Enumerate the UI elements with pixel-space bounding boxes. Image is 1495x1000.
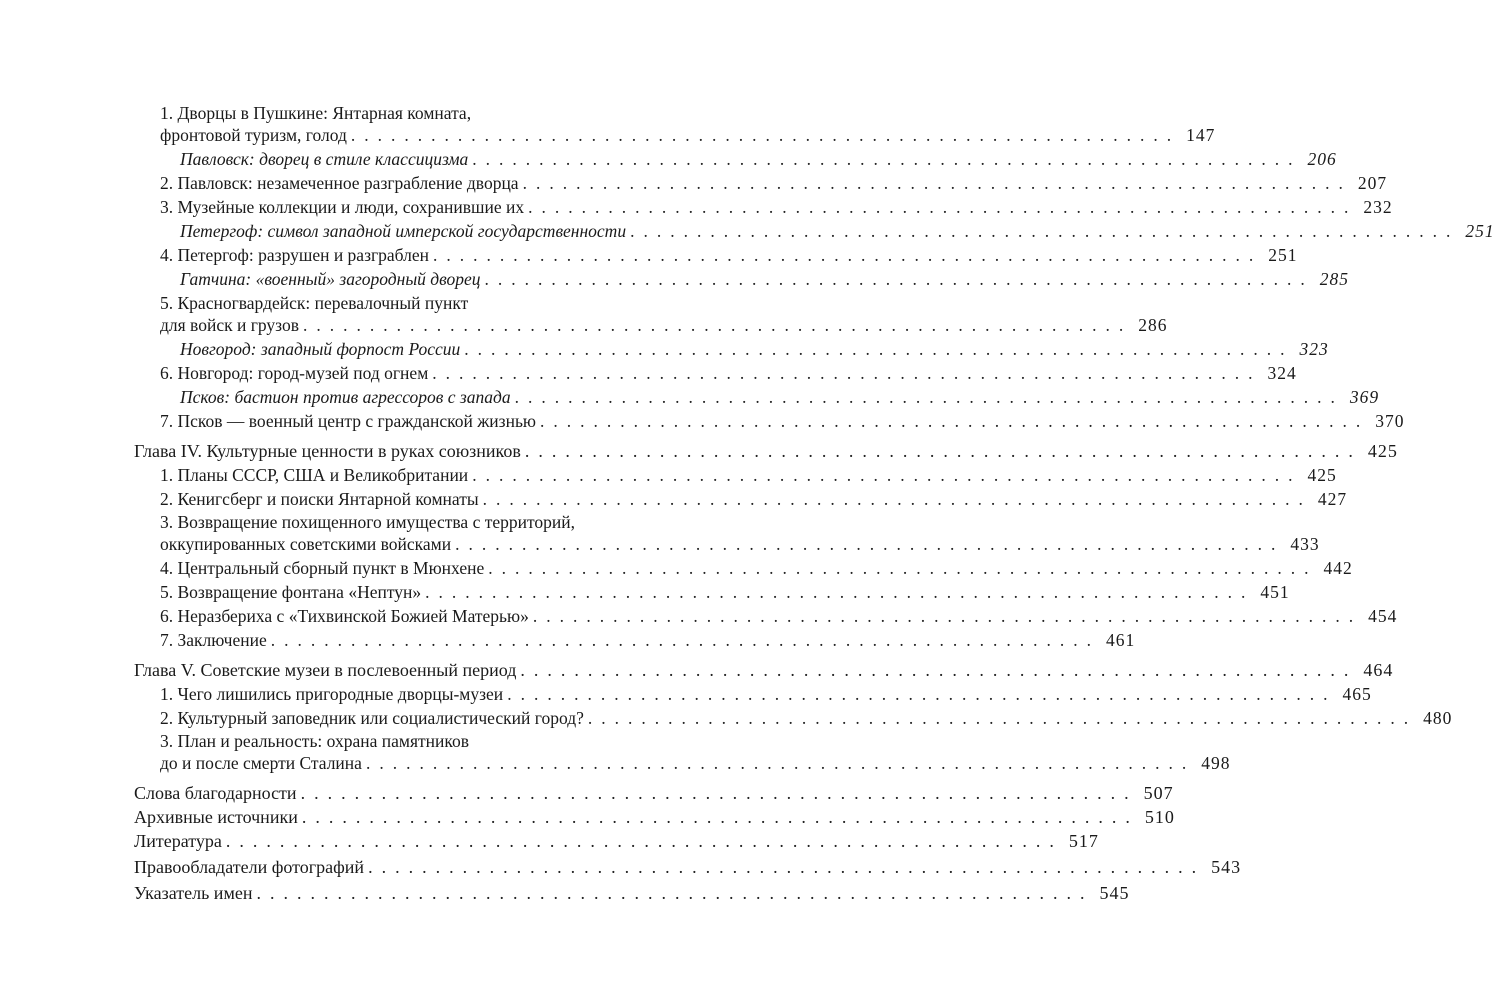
toc-page-number: 232 — [1363, 197, 1393, 217]
toc-entry-title: 2. Культурный заповедник или социалистический город? — [160, 708, 584, 728]
toc-page-number: 251 — [1268, 245, 1298, 265]
toc-page-number: 425 — [1367, 441, 1398, 461]
toc-entry-title: Псков: бастион против агрессоров с запада — [180, 387, 511, 407]
toc-entry-title: Гатчина: «военный» загородный дворец — [180, 269, 481, 289]
dot-leader: .............................................................. — [528, 197, 1358, 217]
dot-leader: .............................................................. — [522, 173, 1352, 193]
toc-page-number: 251 — [1465, 221, 1495, 241]
toc-page-number: 543 — [1211, 857, 1242, 877]
toc-entry-title: 5. Возвращение фонтана «Нептун» — [160, 582, 422, 602]
toc-entry-title-line: 3. План и реальность: охрана памятников — [160, 731, 470, 751]
dot-leader: .............................................................. — [350, 125, 1181, 145]
toc-entry-title-line: 1. Дворцы в Пушкине: Янтарная комната, — [160, 103, 472, 123]
toc-page-number: 465 — [1342, 684, 1372, 704]
toc-entry-title: Новгород: западный форпост России — [180, 339, 461, 359]
toc-entry-title: фронтовой туризм, голод — [160, 125, 347, 145]
toc-entry-title: 3. Музейные коллекции и люди, сохранившие их — [160, 197, 525, 217]
toc-page-number: 207 — [1357, 173, 1388, 193]
dot-leader: .............................................................. — [520, 660, 1358, 680]
toc-entry-title: Правообладатели фотографий — [134, 857, 365, 877]
toc-page-number: 498 — [1201, 753, 1231, 773]
toc-entry-title: 6. Новгород: город-музей под огнем — [160, 363, 429, 383]
dot-leader: .............................................................. — [482, 489, 1312, 509]
toc-page-number: 507 — [1143, 783, 1174, 803]
dot-leader: .............................................................. — [472, 465, 1302, 485]
toc-entry-title-line: 5. Красногвардейск: перевалочный пункт — [160, 293, 469, 313]
toc-page-number: 442 — [1323, 558, 1353, 578]
toc-entry-title: Архивные источники — [134, 807, 298, 827]
toc-entry-title: для войск и грузов — [160, 315, 299, 335]
dot-leader: .............................................................. — [507, 684, 1337, 704]
toc-entry-title: Слова благодарности — [134, 783, 297, 803]
dot-leader: .............................................................. — [524, 441, 1362, 461]
toc-entry-title: Петергоф: символ западной имперской государственности — [180, 221, 627, 241]
toc-entry-title: Указатель имен — [134, 883, 253, 903]
toc-entry-title: до и после смерти Сталина — [160, 753, 362, 773]
dot-leader: .............................................................. — [532, 606, 1363, 626]
toc-page-number: 451 — [1260, 582, 1290, 602]
dot-leader: .............................................................. — [301, 807, 1139, 827]
dot-leader: .............................................................. — [425, 582, 1255, 602]
dot-leader: .............................................................. — [225, 831, 1063, 851]
toc-entry-title: Литература — [134, 831, 222, 851]
toc-page-number: 454 — [1368, 606, 1398, 626]
toc-entry-title: 4. Центральный сборный пункт в Мюнхене — [160, 558, 485, 578]
toc-entry-title: 2. Кенигсберг и поиски Янтарной комнаты — [160, 489, 479, 509]
toc-entry-title: Павловск: дворец в стиле классицизма — [180, 149, 469, 169]
toc-page-number: 324 — [1267, 363, 1297, 383]
toc-entry-title: 1. Планы СССР, США и Великобритании — [160, 465, 469, 485]
toc-entry-title: оккупированных советскими войсками — [160, 534, 452, 554]
toc-entry-title: 6. Неразбериха с «Тихвинской Божией Матерью» — [160, 606, 529, 626]
toc-page-number: 370 — [1375, 411, 1405, 431]
dot-leader: .............................................................. — [270, 630, 1100, 650]
dot-leader: .............................................................. — [432, 363, 1262, 383]
dot-leader: .............................................................. — [368, 857, 1206, 877]
toc-page-number: 425 — [1307, 465, 1337, 485]
toc-page-number: 510 — [1144, 807, 1175, 827]
dot-leader: .............................................................. — [433, 245, 1263, 265]
dot-leader: .............................................................. — [484, 269, 1314, 289]
dot-leader: .............................................................. — [455, 534, 1285, 554]
toc-entry-title-line: 3. Возвращение похищенного имущества с территорий, — [160, 512, 576, 532]
toc-entry-title: 4. Петергоф: разрушен и разграблен — [160, 245, 430, 265]
dot-leader: .............................................................. — [365, 753, 1196, 773]
toc-entry-title: 2. Павловск: незамеченное разграбление дворца — [160, 173, 519, 193]
toc-page-number: 545 — [1099, 883, 1130, 903]
dot-leader: .............................................................. — [464, 339, 1294, 359]
toc-page-number: 285 — [1319, 269, 1350, 289]
dot-leader: .............................................................. — [630, 221, 1460, 241]
dot-leader: .............................................................. — [514, 387, 1344, 407]
toc-page-number: 464 — [1363, 660, 1394, 680]
toc-page-number: 206 — [1307, 149, 1337, 169]
dot-leader: .............................................................. — [302, 315, 1133, 335]
toc-page-number: 286 — [1138, 315, 1168, 335]
toc-page-number: 147 — [1186, 125, 1216, 145]
dot-leader: .............................................................. — [488, 558, 1318, 578]
toc-page-number: 480 — [1423, 708, 1453, 728]
toc-page-number: 369 — [1349, 387, 1380, 407]
toc-page-number: 517 — [1068, 831, 1099, 851]
dot-leader: .............................................................. — [587, 708, 1418, 728]
toc-page-number: 323 — [1299, 339, 1329, 359]
dot-leader: .............................................................. — [540, 411, 1370, 431]
dot-leader: .............................................................. — [256, 883, 1094, 903]
toc-page-number: 427 — [1317, 489, 1348, 509]
toc-entry-title: Глава V. Советские музеи в послевоенный период — [134, 660, 517, 680]
toc-page-number: 461 — [1106, 630, 1136, 650]
dot-leader: .............................................................. — [300, 783, 1138, 803]
toc-entry-title: 1. Чего лишились пригородные дворцы-музеи — [160, 684, 504, 704]
toc-entry-title: 7. Псков — военный центр с гражданской жизнью — [160, 411, 536, 431]
dot-leader: .............................................................. — [472, 149, 1302, 169]
toc-entry-title: 7. Заключение — [160, 630, 267, 650]
toc-entry-title: Глава IV. Культурные ценности в руках союзников — [134, 441, 521, 461]
toc-page-number: 433 — [1290, 534, 1320, 554]
